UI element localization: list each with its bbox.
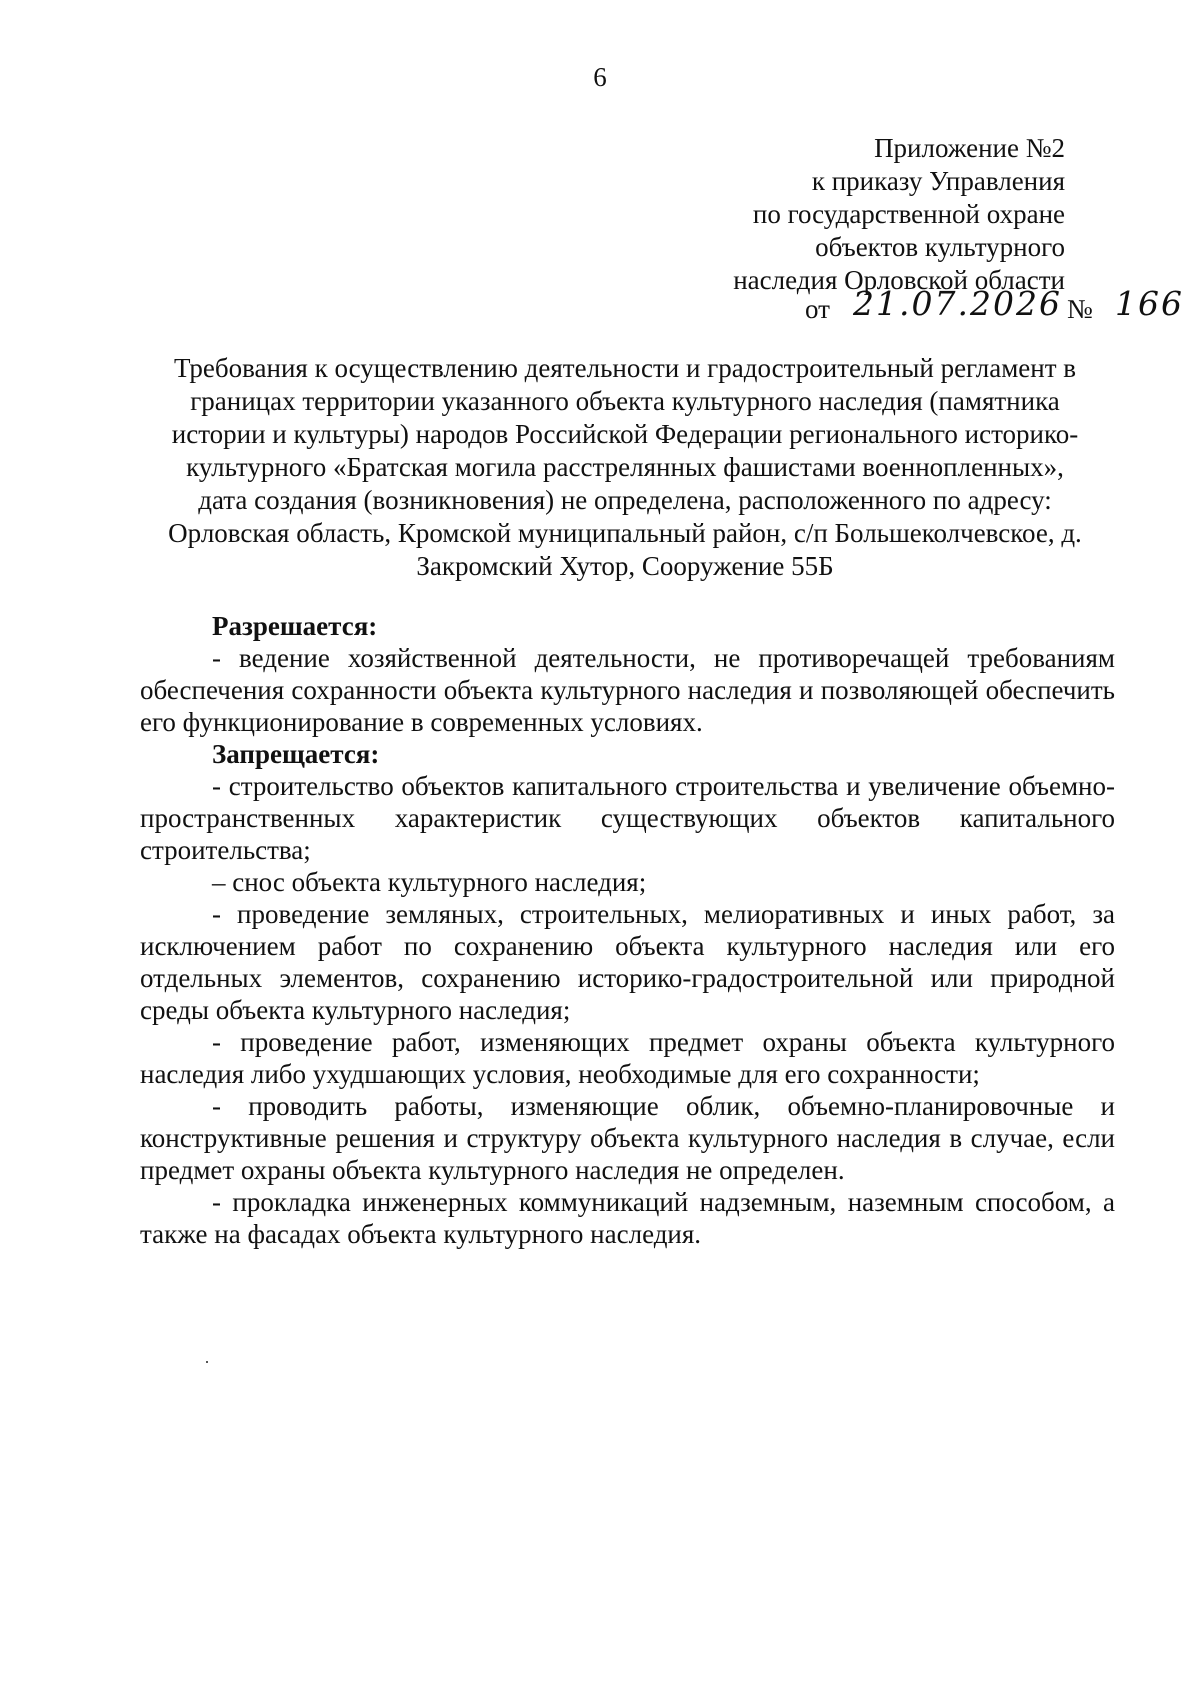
appendix-line: Приложение №2 xyxy=(874,133,1065,163)
appendix-line: по государственной охране xyxy=(752,199,1065,229)
scan-speck xyxy=(206,1361,208,1363)
from-label: от xyxy=(805,294,830,324)
allowed-item: - ведение хозяйственной деятельности, не противоречащей требованиям обеспечения сохранности объекта культурного наследия и позволяющей обеспечить его функционирование в современных условиях. xyxy=(140,643,1115,737)
appendix-header xyxy=(733,132,1065,297)
document-body xyxy=(140,610,1115,1250)
title-line: Орловская область, Кромской муниципальный район, с/п Большеколчевское, д. xyxy=(168,518,1082,548)
forbidden-item: - прокладка инженерных коммуникаций надземным, наземным способом, а также на фасадах объекта культурного наследия. xyxy=(140,1187,1115,1249)
document-title xyxy=(130,352,1120,583)
title-line: Закромский Хутор, Сооружение 55Б xyxy=(416,551,834,581)
forbidden-item: – снос объекта культурного наследия; xyxy=(212,867,647,897)
forbidden-heading: Запрещается: xyxy=(212,739,380,769)
appendix-line: объектов культурного xyxy=(815,232,1065,262)
page-number: 6 xyxy=(593,62,607,92)
handwritten-number: 166 xyxy=(1115,284,1184,323)
appendix-line: наследия Орловской области xyxy=(733,265,1065,295)
title-line: истории и культуры) народов Российской Федерации регионального историко- xyxy=(171,419,1079,449)
title-line: дата создания (возникновения) не определена, расположенного по адресу: xyxy=(198,485,1052,515)
forbidden-item: - строительство объектов капитального строительства и увеличение объемно-пространственных характеристик существующих объектов капитального строительства; xyxy=(140,771,1115,865)
allowed-heading: Разрешается: xyxy=(212,611,378,641)
title-line: Требования к осуществлению деятельности и градостроительный регламент в xyxy=(173,353,1077,383)
forbidden-item: - проводить работы, изменяющие облик, объемно-планировочные и конструктивные решения и структуру объекта культурного наследия в случае, если предмет охраны объекта культурного наследия не определен. xyxy=(140,1091,1115,1185)
forbidden-item: - проведение работ, изменяющих предмет охраны объекта культурного наследия либо ухудшающих условия, необходимые для его сохранности; xyxy=(140,1027,1115,1089)
appendix-line: к приказу Управления xyxy=(811,166,1065,196)
number-label: № xyxy=(1067,294,1093,324)
order-date-number xyxy=(805,284,1200,332)
title-line: культурного «Братская могила расстрелянных фашистами военнопленных», xyxy=(186,452,1064,482)
forbidden-item: - проведение земляных, строительных, мелиоративных и иных работ, за исключением работ по сохранению объекта культурного наследия или его отдельных элементов, сохранению историко-градостроительной или природной среды объекта культурного наследия; xyxy=(140,899,1115,1025)
handwritten-date: 21.07.2026 xyxy=(853,284,1062,323)
title-line: границах территории указанного объекта культурного наследия (памятника xyxy=(190,386,1060,416)
